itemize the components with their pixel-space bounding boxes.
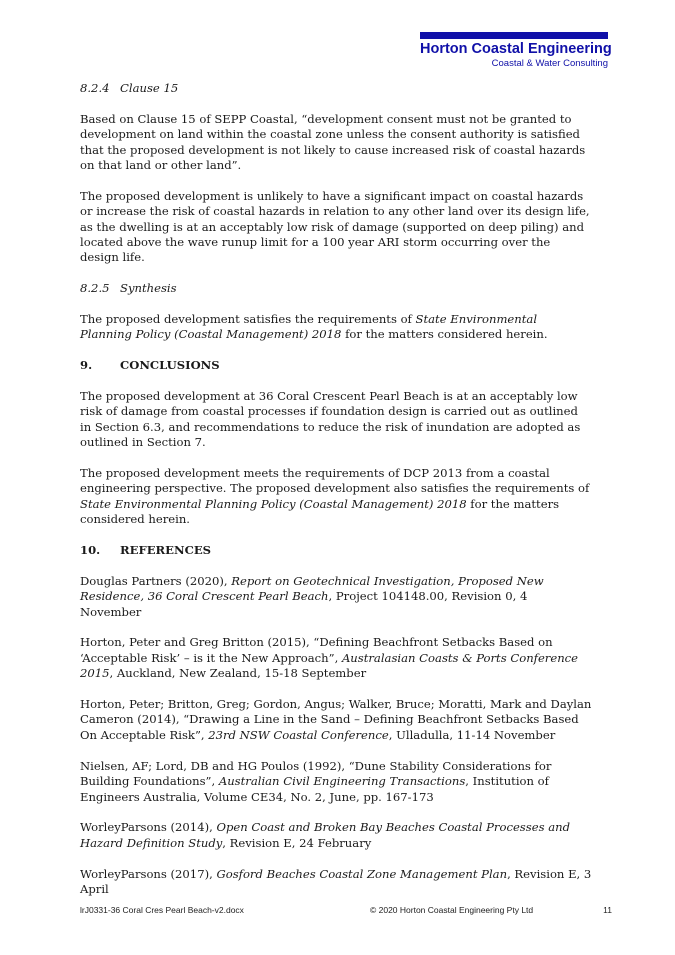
section-title: Synthesis (120, 281, 177, 296)
paragraph: The proposed development is unlikely to have a significant impact on coastal hazards or increase the risk of coastal hazards in relation to any other land over its design life, as the dwelling is at an acceptably low risk of damage (supported on deep piling) and located above the wave runup limit for a 100 year ARI storm occurring over the design life. (80, 188, 590, 265)
italic-title: Report on Geotechnical Investigation, Proposed New Residence, 36 Coral Crescent Pearl Beach (80, 573, 544, 604)
section-title: REFERENCES (120, 543, 212, 558)
paragraph (80, 312, 592, 343)
page-number: 11 (603, 905, 612, 915)
reference-item (80, 635, 592, 681)
text-run: WorleyParsons (2014), (80, 820, 217, 835)
text-run: Nielsen, AF; Lord, DB and HG Poulos (1992), “Dune Stability Considerations for Building Foundations”, (80, 758, 552, 789)
italic-title: State Environmental Planning Policy (Coastal Management) 2018 (80, 312, 538, 342)
italic-title: Open Coast and Broken Bay Beaches Coastal Processes and Hazard Definition Study (80, 820, 570, 850)
reference-item (80, 820, 592, 851)
reference-item (80, 759, 592, 805)
header-bar (420, 32, 608, 39)
italic-title: Australian Civil Engineering Transactions (218, 774, 466, 789)
reference-item (80, 574, 592, 620)
section-title: Clause 15 (120, 81, 179, 95)
paragraph: The proposed development at 36 Coral Crescent Pearl Beach is at an acceptably low risk of damage from coastal processes if foundation design is carried out as outlined in Section 6.3, and recommendations to reduce the risk of inundation are adopted as outlined in Section 7. (80, 389, 581, 450)
text-run: WorleyParsons (2017), (80, 866, 217, 881)
text-run: , Ulladulla, 11-14 November (388, 727, 556, 742)
section-8-2-4-heading (80, 81, 592, 96)
text-run: , Project 104148.00, Revision 0, 4 November (80, 589, 528, 619)
section-number: 10. (80, 543, 101, 558)
text-run: The proposed development meets the requirements of DCP 2013 from a coastal engineering perspective. The proposed development also satisfies the requirements of (80, 466, 590, 496)
italic-title: State Environmental Planning Policy (Coastal Management) 2018 (80, 496, 467, 511)
section-9-heading (80, 358, 592, 373)
section-number: 9. (80, 358, 93, 373)
text-run: , Revision E, 24 February (222, 835, 372, 850)
italic-title: 23rd NSW Coastal Conference (208, 727, 389, 742)
text-run: The proposed development satisfies the requirements of (80, 312, 416, 327)
section-title: CONCLUSIONS (120, 358, 220, 373)
text-run: Horton, Peter; Britton, Greg; Gordon, Angus; Walker, Bruce; Moratti, Mark and Daylan Cameron (2014), “Drawing a Line in the Sand – Defining Beachfront Setbacks Based On Acceptable Risk”, (80, 697, 592, 742)
section-8-2-5-heading (80, 281, 592, 296)
document-body (80, 81, 592, 913)
italic-title: Gosford Beaches Coastal Zone Management Plan (216, 866, 508, 881)
italic-title: Australasian Coasts & Ports Conference 2015 (80, 650, 579, 681)
text-run: for the matters considered herein. (341, 327, 548, 342)
brand-tagline: Coastal & Water Consulting (491, 58, 608, 69)
section-10-heading (80, 543, 592, 558)
text-run: Douglas Partners (2020), (80, 573, 232, 588)
paragraph: Based on Clause 15 of SEPP Coastal, “development consent must not be granted to development on land within the coastal zone unless the consent authority is satisfied that the proposed development is not likely to cause increased risk of coastal hazards on that land or other land”. (80, 111, 586, 173)
reference-item (80, 697, 592, 743)
brand-name: Horton Coastal Engineering (420, 41, 612, 57)
reference-item (80, 867, 592, 898)
text-run: Horton, Peter and Greg Britton (2015), “Defining Beachfront Setbacks Based on ‘Acceptable Risk’ – is it the New Approach”, (80, 635, 553, 665)
footer-filename: lrJ0331-36 Coral Cres Pearl Beach-v2.docx (80, 905, 244, 915)
paragraph (80, 466, 592, 528)
footer-copyright: © 2020 Horton Coastal Engineering Pty Ltd (370, 905, 534, 915)
page-header (420, 32, 612, 69)
section-number: 8.2.5 (80, 281, 110, 296)
text-run: for the matters considered herein. (80, 496, 560, 527)
text-run: , Revision E, 3 April (80, 866, 592, 896)
section-number: 8.2.4 (80, 81, 110, 95)
text-run: , Auckland, New Zealand, 15-18 September (109, 666, 367, 681)
text-run: , Institution of Engineers Australia, Volume CE34, No. 2, June, pp. 167-173 (80, 774, 549, 804)
